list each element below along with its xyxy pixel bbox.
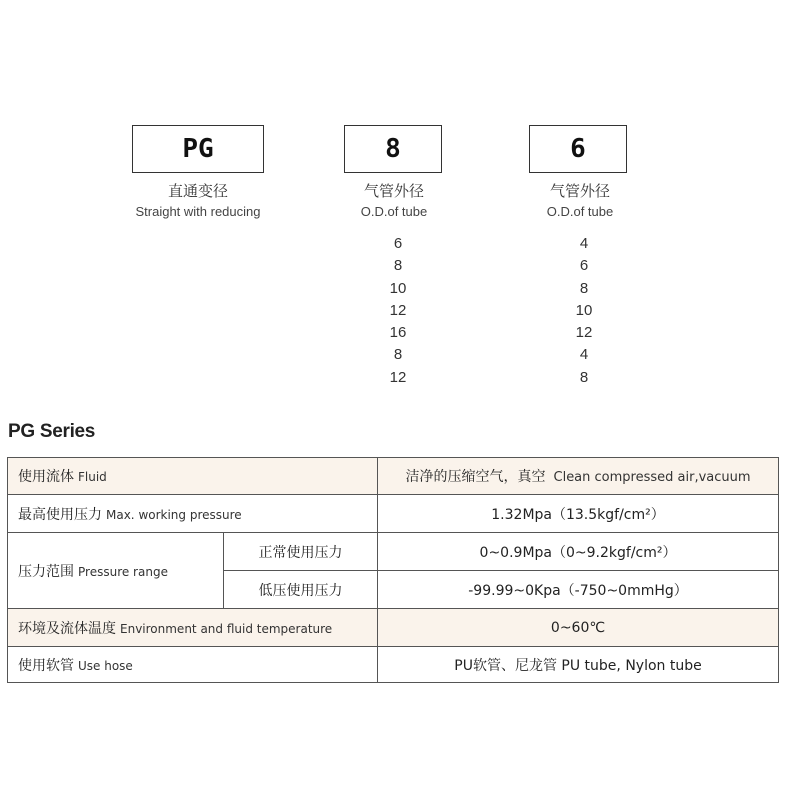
list-item: 8	[579, 279, 589, 297]
fluid-label-en: Fluid	[78, 470, 107, 484]
list-item: 12	[389, 368, 407, 386]
list-item: 12	[575, 324, 593, 342]
fluid-label-zh: 使用流体	[18, 469, 74, 485]
code-box-model: PG	[132, 125, 264, 173]
max-pressure-value: 1.32Mpa（13.5kgf/cm²）	[378, 495, 779, 533]
list-item: 8	[393, 257, 403, 275]
normal-pressure-label: 正常使用压力	[224, 533, 378, 571]
max-pressure-label-zh: 最高使用压力	[18, 506, 102, 523]
list-item: 16	[389, 324, 407, 342]
temperature-label-zh: 环境及流体温度	[18, 620, 116, 637]
temperature-value: 0~60℃	[378, 609, 779, 647]
max-pressure-label-en: Max. working pressure	[106, 507, 242, 522]
list-item: 8	[393, 346, 403, 364]
series-title: PG Series	[8, 421, 96, 442]
code-box-tube-od-1: 8	[344, 125, 442, 173]
list-item: 8	[579, 368, 589, 386]
col2-label-zh: 气管外径	[363, 182, 424, 200]
table-row-fluid	[8, 458, 779, 495]
col2-label-en: O.D.of tube	[360, 204, 428, 219]
fluid-value-zh: 洁净的压缩空气，真空	[405, 469, 546, 485]
hose-value: PU软管、尼龙管 PU tube, Nylon tube	[378, 647, 779, 683]
col1-label-en: Straight with reducing	[135, 204, 261, 219]
fluid-value-en: Clean compressed air,vacuum	[553, 470, 751, 485]
temperature-label	[8, 609, 378, 647]
pressure-range-label	[8, 533, 224, 609]
list-item: 10	[575, 301, 593, 319]
temperature-label-en: Environment and fluid temperature	[120, 621, 333, 636]
pressure-range-label-zh: 压力范围	[18, 563, 74, 580]
list-item: 10	[389, 279, 407, 297]
list-item: 4	[579, 235, 589, 252]
col3-label-en: O.D.of tube	[546, 204, 614, 219]
table-row-temperature	[8, 609, 779, 647]
fluid-label	[8, 458, 378, 495]
list-item: 12	[389, 301, 407, 319]
low-pressure-value: -99.99~0Kpa（-750~0mmHg）	[378, 571, 779, 609]
tube-od-1-list	[358, 233, 438, 389]
normal-pressure-value: 0~0.9Mpa（0~9.2kgf/cm²）	[378, 533, 779, 571]
table-row-hose	[8, 647, 779, 683]
code-box-tube-od-2: 6	[529, 125, 627, 173]
tube-od-2-list	[544, 233, 624, 389]
fluid-value	[378, 458, 779, 495]
table-row-max-pressure	[8, 495, 779, 533]
table-row-pressure-normal	[8, 533, 779, 571]
spec-table	[7, 457, 779, 683]
list-item: 6	[579, 257, 589, 275]
hose-label	[8, 647, 378, 683]
hose-label-en: Use hose	[78, 658, 133, 673]
col1-label-zh: 直通变径	[167, 182, 228, 200]
col3-label-zh: 气管外径	[549, 182, 610, 200]
list-item: 4	[579, 346, 589, 364]
pressure-range-label-en: Pressure range	[78, 564, 168, 579]
low-pressure-label: 低压使用压力	[224, 571, 378, 609]
max-pressure-label	[8, 495, 378, 533]
hose-label-zh: 使用软管	[18, 657, 74, 674]
list-item: 6	[393, 235, 403, 252]
